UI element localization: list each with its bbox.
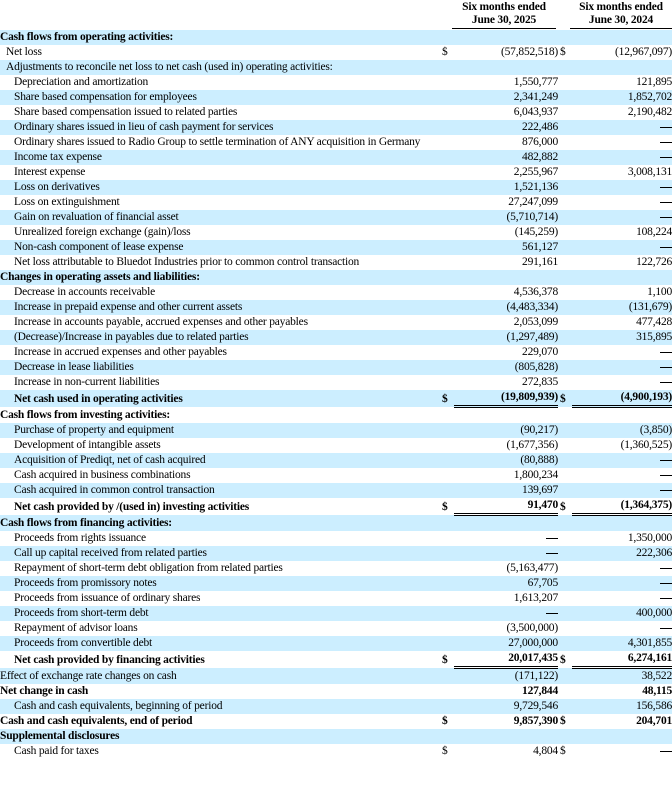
row-label: Repayment of advisor loans: [14, 622, 138, 634]
currency-symbol-2025: [440, 120, 454, 135]
currency-symbol-2024: [558, 591, 572, 606]
table-row: [0, 120, 672, 135]
row-label: Effect of exchange rate changes on cash: [0, 668, 440, 685]
row-label: Net cash provided by /(used in) investing activities: [14, 500, 250, 513]
currency-symbol-2024: $: [560, 46, 566, 58]
value-2025: 6,043,937: [513, 106, 558, 118]
row-label: Repayment of short-term debt obligation from related parties: [14, 562, 283, 574]
table-row: [0, 576, 672, 591]
currency-symbol-2025: [440, 699, 454, 714]
value-2024: [572, 180, 672, 195]
currency-symbol-2025: [440, 360, 454, 375]
value-2024: (131,679): [572, 300, 672, 315]
currency-symbol-2025: [440, 561, 454, 576]
row-label: Cash flows from operating activities:: [0, 30, 672, 45]
value-2024: [572, 195, 672, 210]
currency-symbol-2024: [558, 225, 572, 240]
section-header-row: [0, 407, 672, 424]
currency-symbol-2025: [440, 591, 454, 606]
column-header-2025-line2: June 30, 2025: [471, 14, 537, 26]
currency-symbol-2025: [440, 240, 454, 255]
cash-flow-statement-table: [0, 30, 672, 759]
value-2025: (5,710,714): [454, 210, 558, 225]
currency-symbol-2024: [558, 165, 572, 180]
table-row: [0, 468, 672, 483]
row-label: Gain on revaluation of financial asset: [0, 210, 440, 225]
currency-symbol-2024: $: [560, 745, 566, 757]
value-2024: [572, 561, 672, 576]
section-header-row: [0, 515, 672, 532]
section-header-row: [0, 729, 672, 744]
row-label: Net cash used in operating activities: [0, 390, 440, 407]
row-label: Net loss attributable to Bluedot Industries prior to common control transaction: [14, 256, 360, 268]
value-2025: [454, 546, 558, 561]
value-2024: (1,364,375): [572, 498, 672, 515]
row-label: Adjustments to reconcile net loss to net cash (used in) operating activities:: [0, 60, 440, 75]
value-2024: [572, 744, 672, 759]
currency-symbol-2025: [440, 315, 454, 330]
value-2025: 2,053,099: [513, 316, 558, 328]
value-2025: (4,483,334): [454, 300, 558, 315]
value-2024: [572, 576, 672, 591]
table-row: [0, 621, 672, 636]
table-row: [0, 60, 672, 75]
value-2024: 400,000: [572, 606, 672, 621]
currency-symbol-2024: $: [560, 653, 566, 666]
value-2025: (90,217): [454, 423, 558, 438]
row-label: Cash and cash equivalents, beginning of period: [0, 699, 440, 714]
currency-symbol-2025: [440, 423, 454, 438]
section-header-row: [0, 270, 672, 285]
table-row: [0, 636, 672, 651]
column-header-2024: [570, 1, 672, 29]
row-label: Increase in accounts payable, accrued expenses and other payables: [14, 316, 308, 328]
value-2024: (3,850): [572, 423, 672, 438]
currency-symbol-2025: [440, 468, 454, 483]
row-label: Loss on derivatives: [0, 180, 440, 195]
column-header-2024-line1: Six months ended: [579, 1, 663, 13]
currency-symbol-2025: $: [442, 745, 448, 757]
value-2025: 291,161: [522, 256, 558, 268]
currency-symbol-2025: [440, 438, 454, 453]
row-label: Cash acquired in common control transaction: [0, 483, 440, 498]
table-row: [0, 438, 672, 453]
row-label: Increase in non-current liabilities: [14, 376, 160, 388]
table-row: [0, 210, 672, 225]
row-label: Unrealized foreign exchange (gain)/loss: [14, 226, 191, 238]
currency-symbol-2024: [558, 483, 572, 498]
currency-symbol-2025: [440, 165, 454, 180]
row-label: (Decrease)/Increase in payables due to related parties: [0, 330, 440, 345]
nil-dash: [660, 568, 672, 569]
currency-symbol-2025: [440, 300, 454, 315]
currency-symbol-2025: [440, 576, 454, 591]
currency-symbol-2024: [558, 180, 572, 195]
currency-symbol-2024: [558, 546, 572, 561]
currency-symbol-2025: [440, 330, 454, 345]
table-row: [0, 546, 672, 561]
value-2024: 1,852,702: [572, 90, 672, 105]
row-label: Proceeds from short-term debt: [0, 606, 440, 621]
row-label: Acquisition of Prediqt, net of cash acquired: [0, 453, 440, 468]
value-2025: 139,697: [454, 483, 558, 498]
currency-symbol-2024: [558, 75, 572, 90]
value-2024: (1,360,525): [620, 439, 672, 451]
value-2024: 2,190,482: [627, 106, 672, 118]
currency-symbol-2024: [558, 315, 572, 330]
currency-symbol-2025: [440, 621, 454, 636]
table-row: [0, 285, 672, 300]
table-row: [0, 453, 672, 468]
currency-symbol-2024: [558, 621, 572, 636]
value-2025: 4,804: [533, 745, 558, 757]
table-row: [0, 668, 672, 685]
table-row: [0, 300, 672, 315]
currency-symbol-2024: [558, 684, 572, 699]
row-label: Ordinary shares issued to Radio Group to settle termination of ANY acquisition in Germany: [14, 136, 421, 148]
table-row: [0, 531, 672, 546]
row-label: Cash and cash equivalents, end of period: [0, 715, 193, 727]
table-row: [0, 714, 672, 729]
nil-dash: [546, 538, 558, 539]
row-label: Net loss: [6, 46, 42, 58]
currency-symbol-2025: [440, 225, 454, 240]
currency-symbol-2024: [558, 345, 572, 360]
currency-symbol-2024: [558, 360, 572, 375]
row-label: Decrease in accounts receivable: [14, 286, 155, 298]
value-2025: 1,613,207: [513, 592, 558, 604]
table-row: [0, 75, 672, 90]
nil-dash: [660, 628, 672, 629]
table-row: [0, 483, 672, 498]
currency-symbol-2024: [558, 210, 572, 225]
currency-symbol-2025: [440, 606, 454, 621]
value-2024: [572, 240, 672, 255]
value-2025: 229,070: [522, 346, 558, 358]
value-2024: [572, 345, 672, 360]
currency-symbol-2024: [558, 438, 572, 453]
value-2025: 876,000: [522, 136, 558, 148]
currency-symbol-2024: [558, 576, 572, 591]
value-2024: 222,306: [572, 546, 672, 561]
value-2025: 2,255,967: [513, 166, 558, 178]
currency-symbol-2024: [558, 90, 572, 105]
currency-symbol-2025: [440, 180, 454, 195]
table-row: [0, 225, 672, 240]
currency-symbol-2025: [440, 135, 454, 150]
currency-symbol-2024: [558, 375, 572, 390]
table-row: [0, 255, 672, 270]
nil-dash: [660, 157, 672, 158]
value-2024: [572, 150, 672, 165]
value-2024: 1,100: [647, 286, 672, 298]
row-label: Development of intangible assets: [14, 439, 161, 451]
value-2025: 67,705: [454, 576, 558, 591]
value-2025: (80,888): [454, 453, 558, 468]
value-2025: (1,297,489): [454, 330, 558, 345]
table-row: [0, 150, 672, 165]
currency-symbol-2025: $: [440, 390, 454, 407]
column-header-2024-line2: June 30, 2024: [588, 14, 654, 26]
currency-symbol-2024: [558, 150, 572, 165]
row-label: Non-cash component of lease expense: [0, 240, 440, 255]
table-row: [0, 423, 672, 438]
value-2025: (805,828): [454, 360, 558, 375]
total-row: [0, 390, 672, 407]
currency-symbol-2024: [558, 561, 572, 576]
value-2024: 48,115: [642, 685, 672, 697]
table-row: [0, 699, 672, 714]
currency-symbol-2024: [558, 423, 572, 438]
value-2024: [572, 135, 672, 150]
row-label: Proceeds from rights issuance: [14, 532, 146, 544]
currency-symbol-2025: [440, 375, 454, 390]
value-2025: 27,000,000: [454, 636, 558, 651]
nil-dash: [660, 142, 672, 143]
table-row: [0, 195, 672, 210]
table-row: [0, 135, 672, 150]
currency-symbol-2025: [440, 285, 454, 300]
currency-symbol-2024: [558, 255, 572, 270]
currency-symbol-2024: [558, 135, 572, 150]
currency-symbol-2025: [440, 345, 454, 360]
currency-symbol-2025: [440, 150, 454, 165]
table-row: [0, 90, 672, 105]
currency-symbol-2024: [558, 105, 572, 120]
currency-symbol-2025: [440, 60, 454, 75]
table-row: [0, 360, 672, 375]
value-2024: [572, 453, 672, 468]
value-2025: (3,500,000): [506, 622, 558, 634]
value-2025: 127,844: [522, 685, 558, 697]
currency-symbol-2024: [558, 699, 572, 714]
value-2025: (19,809,939): [454, 390, 558, 407]
row-label: Supplemental disclosures: [0, 729, 672, 744]
currency-symbol-2025: $: [442, 715, 448, 727]
currency-symbol-2025: [440, 668, 454, 685]
section-header-row: [0, 30, 672, 45]
value-2024: 38,522: [572, 668, 672, 685]
value-2025: (5,163,477): [506, 562, 558, 574]
value-2024: 477,428: [636, 316, 672, 328]
currency-symbol-2024: [558, 285, 572, 300]
row-label: Increase in prepaid expense and other current assets: [0, 300, 440, 315]
currency-symbol-2025: [440, 105, 454, 120]
table-row: [0, 591, 672, 606]
row-label: Decrease in lease liabilities: [0, 360, 440, 375]
value-2024: 204,701: [636, 715, 672, 727]
nil-dash: [660, 217, 672, 218]
value-2024: 3,008,131: [627, 166, 672, 178]
currency-symbol-2025: [440, 195, 454, 210]
currency-symbol-2025: [440, 453, 454, 468]
nil-dash: [546, 613, 558, 614]
currency-symbol-2025: [440, 636, 454, 651]
row-label: Loss on extinguishment: [14, 196, 120, 208]
currency-symbol-2024: [558, 668, 572, 685]
nil-dash: [660, 367, 672, 368]
value-2024: [572, 621, 672, 636]
row-label: Cash flows from financing activities:: [0, 515, 672, 532]
value-2024: 4,301,855: [572, 636, 672, 651]
value-2025: (1,677,356): [506, 439, 558, 451]
value-2024: 1,350,000: [627, 532, 672, 544]
row-label: Interest expense: [14, 166, 86, 178]
nil-dash: [660, 583, 672, 584]
table-row: [0, 45, 672, 60]
row-label: Share based compensation issued to related parties: [14, 106, 238, 118]
value-2025: 20,017,435: [454, 651, 558, 668]
value-2025: 9,729,546: [454, 699, 558, 714]
value-2024: [572, 360, 672, 375]
value-2025: 2,341,249: [454, 90, 558, 105]
value-2025: 482,882: [454, 150, 558, 165]
column-header-2025: [452, 1, 556, 29]
table-row: [0, 345, 672, 360]
value-2025: 27,247,099: [508, 196, 558, 208]
row-label: Share based compensation for employees: [0, 90, 440, 105]
value-2025: (171,122): [454, 668, 558, 685]
currency-symbol-2024: [558, 606, 572, 621]
currency-symbol-2024: [558, 240, 572, 255]
currency-symbol-2025: [440, 255, 454, 270]
value-2024: (12,967,097): [615, 46, 672, 58]
row-label: Proceeds from issuance of ordinary shares: [14, 592, 201, 604]
value-2025: 222,486: [454, 120, 558, 135]
value-2025: (145,259): [514, 226, 558, 238]
value-2024: [572, 483, 672, 498]
row-label: Net change in cash: [0, 685, 89, 697]
currency-symbol-2025: [440, 546, 454, 561]
nil-dash: [660, 598, 672, 599]
value-2024: 108,224: [636, 226, 672, 238]
currency-symbol-2024: $: [560, 500, 566, 513]
currency-symbol-2024: [558, 60, 572, 75]
currency-symbol-2025: $: [442, 653, 448, 666]
column-header-2025-line1: Six months ended: [462, 1, 546, 13]
value-2024: [572, 375, 672, 390]
value-2025: 272,835: [522, 376, 558, 388]
currency-symbol-2025: [440, 531, 454, 546]
row-label: Call up capital received from related parties: [0, 546, 440, 561]
nil-dash: [660, 751, 672, 752]
row-label: Proceeds from convertible debt: [0, 636, 440, 651]
nil-dash: [660, 490, 672, 491]
currency-symbol-2024: [558, 453, 572, 468]
row-label: Net cash provided by financing activities: [14, 653, 205, 666]
row-label: Cash paid for taxes: [14, 745, 99, 757]
value-2024: 315,895: [572, 330, 672, 345]
row-label: Depreciation and amortization: [14, 76, 149, 88]
currency-symbol-2024: [558, 300, 572, 315]
value-2024: (4,900,193): [572, 390, 672, 407]
row-label: Changes in operating assets and liabilities:: [0, 270, 672, 285]
value-2025: 561,127: [454, 240, 558, 255]
row-label: Ordinary shares issued in lieu of cash payment for services: [0, 120, 440, 135]
table-row: [0, 606, 672, 621]
currency-symbol-2024: $: [558, 390, 572, 407]
value-2024: [572, 120, 672, 135]
value-2025: (57,852,518): [500, 46, 558, 58]
currency-symbol-2025: $: [442, 500, 448, 513]
nil-dash: [660, 187, 672, 188]
value-2025: 91,470: [454, 498, 558, 515]
value-2025: 1,550,777: [513, 76, 558, 88]
table-row: [0, 180, 672, 195]
value-2024: [572, 468, 672, 483]
currency-symbol-2025: [440, 90, 454, 105]
total-row: [0, 498, 672, 515]
row-label: Increase in accrued expenses and other payables: [14, 346, 227, 358]
table-row: [0, 315, 672, 330]
value-2024: 121,895: [636, 76, 672, 88]
nil-dash: [546, 553, 558, 554]
value-2024: 6,274,161: [572, 651, 672, 668]
nil-dash: [660, 460, 672, 461]
value-2025: 4,536,378: [513, 286, 558, 298]
currency-symbol-2025: $: [442, 46, 448, 58]
currency-symbol-2025: [440, 483, 454, 498]
nil-dash: [660, 382, 672, 383]
table-row: [0, 330, 672, 345]
value-2025: [454, 60, 558, 75]
currency-symbol-2025: [440, 684, 454, 699]
value-2024: [572, 210, 672, 225]
value-2025: 1,800,234: [513, 469, 558, 481]
currency-symbol-2024: $: [560, 715, 566, 727]
value-2024: 122,726: [636, 256, 672, 268]
row-label: Cash flows from investing activities:: [0, 409, 170, 421]
currency-symbol-2024: [558, 636, 572, 651]
value-2024: [572, 60, 672, 75]
column-headers: [0, 0, 672, 30]
currency-symbol-2024: [558, 195, 572, 210]
currency-symbol-2024: [558, 330, 572, 345]
nil-dash: [660, 127, 672, 128]
value-2025: 1,521,136: [454, 180, 558, 195]
total-row: [0, 651, 672, 668]
value-2025: [454, 531, 558, 546]
table-row: [0, 105, 672, 120]
table-row: [0, 165, 672, 180]
nil-dash: [660, 202, 672, 203]
currency-symbol-2024: [558, 531, 572, 546]
nil-dash: [660, 352, 672, 353]
nil-dash: [660, 247, 672, 248]
row-label: Proceeds from promissory notes: [0, 576, 440, 591]
table-row: [0, 561, 672, 576]
currency-symbol-2024: [558, 468, 572, 483]
table-row: [0, 240, 672, 255]
row-label: Income tax expense: [0, 150, 440, 165]
value-2025: 9,857,390: [513, 715, 558, 727]
value-2024: [572, 591, 672, 606]
table-row: [0, 744, 672, 759]
row-label: Purchase of property and equipment: [0, 423, 440, 438]
nil-dash: [660, 475, 672, 476]
row-label: Cash acquired in business combinations: [14, 469, 191, 481]
table-row: [0, 684, 672, 699]
currency-symbol-2025: [440, 210, 454, 225]
currency-symbol-2025: [440, 75, 454, 90]
table-row: [0, 375, 672, 390]
value-2024: 156,586: [572, 699, 672, 714]
currency-symbol-2024: [558, 120, 572, 135]
value-2025: [454, 606, 558, 621]
